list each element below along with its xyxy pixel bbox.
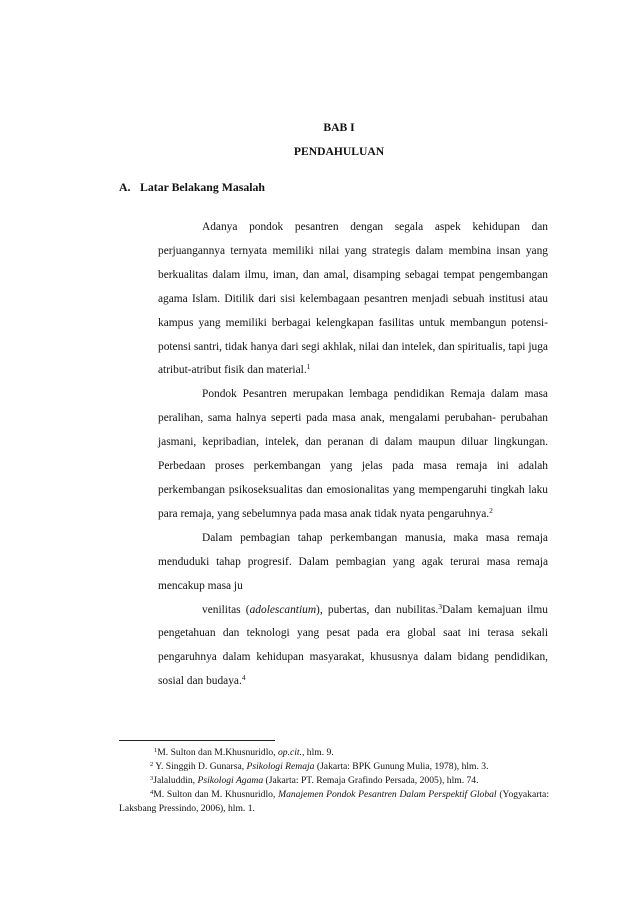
footnote-text: (Yogyakarta: Laksbang Pressindo, 2006), hlm. 1.: [119, 788, 549, 814]
footnote-ref: 1: [306, 362, 311, 372]
body-text: [158, 216, 548, 694]
footnote-separator: [119, 740, 275, 741]
paragraph-text: Dalam pembagian tahap perkembangan manusia, maka masa remaja menduduki tahap progresif. Dalam pembagian yang agak terurai masa remaja mencakup masa ju: [158, 531, 548, 592]
footnote-number: 3: [150, 774, 154, 782]
footnote-ref: 4: [241, 673, 246, 683]
italic-term: adolescantium: [249, 603, 317, 616]
paragraph-text: venilitas (: [202, 603, 250, 616]
footnote-italic: op.cit.: [277, 747, 302, 758]
paragraph: [158, 383, 548, 526]
footnote-italic: Manajemen Pondok Pesantren Dalam Perspektif Global: [278, 788, 497, 800]
footnote-ref: 2: [489, 505, 493, 515]
section-title: Latar Belakang Masalah: [140, 180, 265, 194]
footnote-text: (Jakarta: BPK Gunung Mulia, 1978), hlm. 3.: [314, 760, 489, 772]
footnote-italic: Psikologi Agama: [197, 774, 264, 786]
chapter-title: PENDAHULUAN: [293, 145, 385, 158]
footnote-text: Jalaluddin,: [153, 774, 198, 786]
paragraph: [158, 599, 548, 695]
section-number: A.: [119, 180, 131, 194]
footnote: [119, 746, 549, 760]
footnote-number: 2: [150, 760, 154, 768]
footnote-number: 4: [150, 788, 154, 796]
footnote-text: M. Sulton dan M. Khusnuridlo,: [153, 788, 279, 800]
footnote-text: , hlm. 9.: [301, 747, 334, 758]
footnote: [119, 760, 549, 774]
footnote-number: 1: [154, 747, 158, 754]
paragraph-text: Adanya pondok pesantren dengan segala aspek kehidupan dan perjuangannya ternyata memiliki nilai yang strategis dalam membina insan yang berkualitas dalam ilmu, iman, dan amal, disamping sebagai tempat pengembangan agama Islam. Ditilik dari sisi kelembagaan pesantren menjadi sebuah institusi atau kampus yang memiliki berbagai kelengkapan fasilitas untuk membangun potensi-potensi santri, tidak hanya dari segi akhlak, nilai dan intelek, dan spiritualis, tapi juga atribut-atribut fisik dan material.: [158, 221, 548, 377]
footnotes: [119, 746, 549, 816]
section-heading: [119, 180, 265, 195]
footnote: [119, 788, 549, 816]
footnote-italic: Psikologi Remaja: [246, 760, 315, 772]
paragraph-text: ), pubertas, dan nubilitas.: [316, 603, 439, 616]
paragraph: [158, 216, 548, 383]
footnote-text: M. Sulton dan M.Khusnuridlo,: [157, 747, 278, 758]
footnote-text: Y. Singgih D. Gunarsa,: [153, 760, 247, 772]
chapter-label: BAB I: [323, 121, 355, 134]
paragraph: [158, 527, 548, 599]
paragraph-text: Dalam kemajuan ilmu pengetahuan dan teknologi yang pesat pada era global saat ini terasa sekali pengaruhnya dalam kehidupan masyarakat, khususnya dalam bidang pendidikan, sosial dan budaya.: [158, 603, 548, 688]
paragraph-text: Pondok Pesantren merupakan lembaga pendidikan Remaja dalam masa peralihan, sama halnya seperti pada masa anak, mengalami perubahan- perubahan jasmani, kepribadian, intelek, dan peranan di dalam maupun diluar lingkungan. Perbedaan proses perkembangan yang jelas pada masa remaja ini adalah perkembangan psikoseksualitas dan emosionalitas yang mempengaruhi tingkah laku para remaja, yang sebelumnya pada masa anak tidak nyata pengaruhnya.: [158, 388, 548, 520]
footnote-ref: 3: [438, 601, 443, 611]
footnote: [119, 774, 549, 788]
footnote-text: (Jakarta: PT. Remaja Grafindo Persada, 2005), hlm. 74.: [263, 774, 479, 786]
